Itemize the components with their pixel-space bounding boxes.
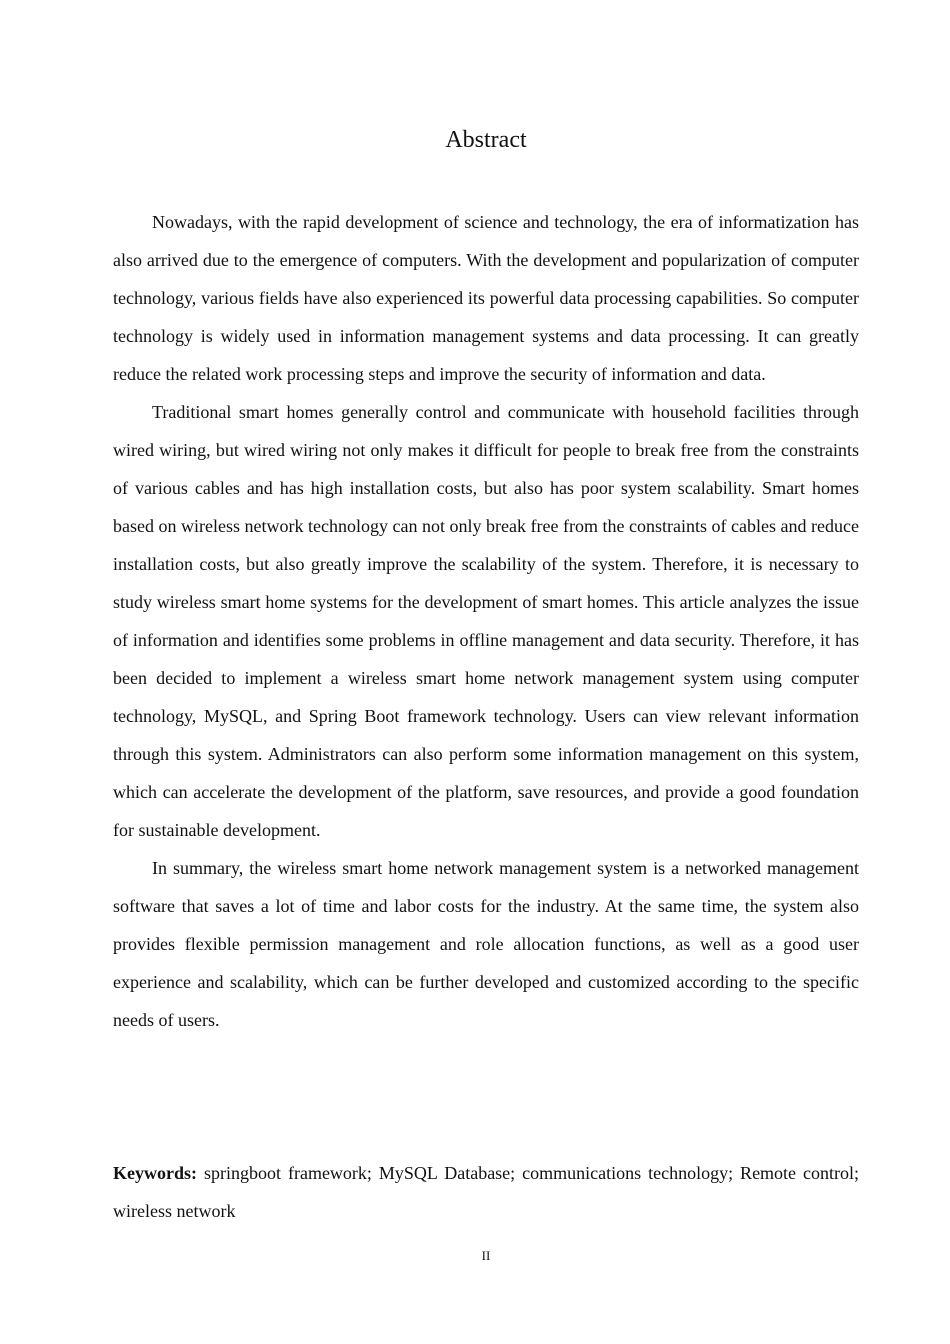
keywords-label: Keywords: (113, 1163, 197, 1183)
page-number: II (481, 1248, 491, 1263)
keywords-line (113, 1154, 859, 1230)
abstract-title: Abstract (445, 127, 527, 153)
abstract-body (113, 203, 859, 1039)
abstract-paragraph-3: In summary, the wireless smart home network management system is a networked management software that saves a lot of time and labor costs for the industry. At the same time, the system also provides flexible permission management and role allocation functions, as well as a good user experience and scalability, which can be further developed and customized according to the specific needs of users. (113, 858, 859, 1030)
keywords-text: springboot framework; MySQL Database; communications technology; Remote control; wireless network (113, 1163, 860, 1221)
abstract-paragraph-2: Traditional smart homes generally control and communicate with household facilities through wired wiring, but wired wiring not only makes it difficult for people to break free from the constraints of various cables and has high installation costs, but also has poor system scalability. Smart homes based on wireless network technology can not only break free from the constraints of cables and reduce installation costs, but also greatly improve the scalability of the system. Therefore, it is necessary to study wireless smart home systems for the development of smart homes. This article analyzes the issue of information and identifies some problems in offline management and data security. Therefore, it has been decided to implement a wireless smart home network management system using computer technology, MySQL, and Spring Boot framework technology. Users can view relevant information through this system. Administrators can also perform some information management on this system, which can accelerate the development of the platform, save resources, and provide a good foundation for sustainable development. (113, 402, 859, 840)
abstract-paragraph-1: Nowadays, with the rapid development of science and technology, the era of informatization has also arrived due to the emergence of computers. With the development and popularization of computer technology, various fields have also experienced its powerful data processing capabilities. So computer technology is widely used in information management systems and data processing. It can greatly reduce the related work processing steps and improve the security of information and data. (113, 212, 859, 384)
